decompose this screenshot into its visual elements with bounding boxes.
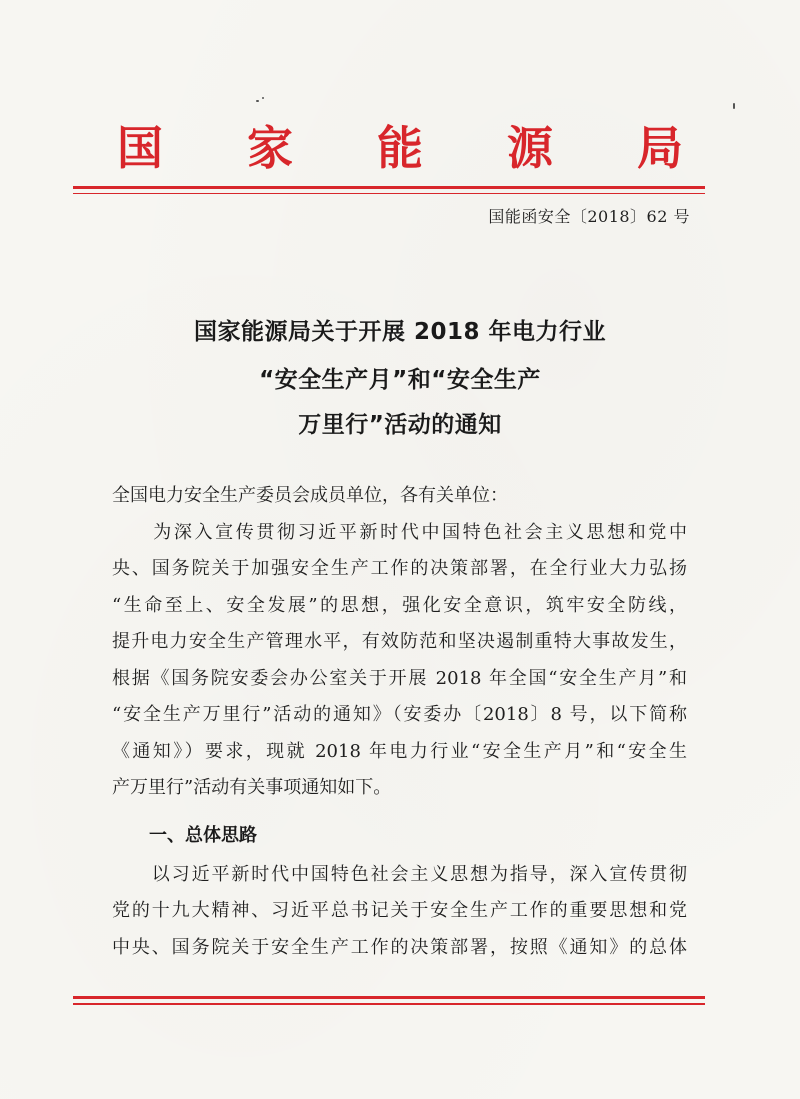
body-paragraph-1-line: 央、国务院关于加强安全生产工作的决策部署，在全行业大力弘扬	[112, 558, 687, 579]
body-paragraph-1-line: 提升电力安全生产管理水平，有效防范和坚决遏制重特大事故发生，	[112, 631, 687, 652]
document-number: 国能函安全〔2018〕62 号	[488, 207, 690, 226]
footer-rule-thick	[73, 996, 705, 999]
body-paragraph-2-line: 中央、国务院关于安全生产工作的决策部署，按照《通知》的总体	[112, 937, 687, 958]
body-paragraph-1-line: “安全生产万里行”活动的通知》（安委办〔2018〕8 号，以下简称	[112, 704, 687, 725]
agency-masthead: 国 家 能 源 局	[116, 121, 718, 175]
footer-rule-second	[73, 1003, 705, 1005]
body-paragraph-2-line: 以习近平新时代中国特色社会主义思想为指导，深入宣传贯彻	[112, 864, 687, 885]
document-title-line-2: “安全生产月”和“安全生产	[259, 367, 541, 393]
body-paragraph-1-line: 根据《国务院安委会办公室关于开展 2018 年全国“安全生产月”和	[112, 668, 687, 689]
section-heading-1: 一、总体思路	[149, 825, 257, 846]
body-paragraph-1-line: 产万里行”活动有关事项通知如下。	[112, 777, 392, 798]
salutation: 全国电力安全生产委员会成员单位，各有关单位：	[112, 485, 508, 506]
document-title-line-3: 万里行”活动的通知	[298, 412, 502, 438]
scan-speck	[256, 100, 259, 102]
body-paragraph-1-line: “生命至上、安全发展”的思想，强化安全意识，筑牢安全防线，	[112, 595, 687, 616]
body-paragraph-1-line: 《通知》）要求，现就 2018 年电力行业“安全生产月”和“安全生	[112, 741, 687, 762]
scan-speck	[733, 103, 735, 109]
document-title-line-1: 国家能源局关于开展 2018 年电力行业	[193, 319, 607, 345]
scan-speck	[262, 97, 264, 99]
masthead-rule-thin	[73, 193, 705, 194]
body-paragraph-1-line: 为深入宣传贯彻习近平新时代中国特色社会主义思想和党中	[112, 522, 687, 543]
masthead-rule-thick	[73, 186, 705, 189]
body-paragraph-2-line: 党的十九大精神、习近平总书记关于安全生产工作的重要思想和党	[112, 900, 687, 921]
